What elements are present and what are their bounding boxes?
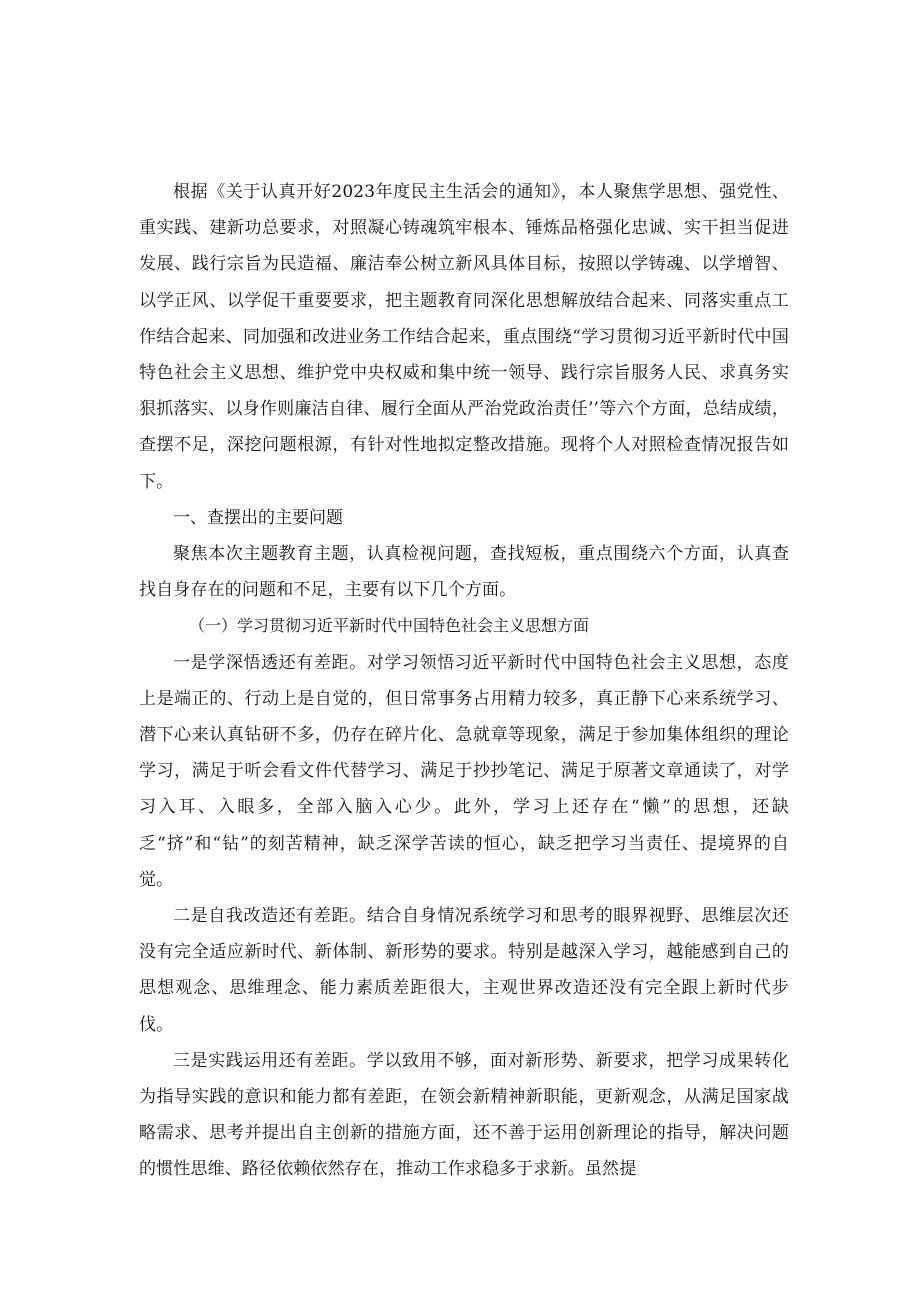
intro-paragraph: 根据《关于认真开好2023年度民主生活会的通知》，本人聚焦学思想、强党性、重实践、建新功总要求，对照凝心铸魂筑牢根本、锤炼品格强化忠诚、实干担当促进发展、践行宗旨为民造福、廉洁奉公树立新风具体目标，按照以学铸魂、以学增智、以学正风、以学促干重要要求，把主题教育同深化思想解放结合起来、同落实重点工作结合起来、同加强和改进业务工作结合起来，重点围绕“学习贯彻习近平新时代中国特色社会主义思想、维护党中央权威和集中统一领导、践行宗旨服务人民、求真务实狠抓落实、以身作则廉洁自律、履行全面从严治党政治责任’’等六个方面，总结成绩，查摆不足，深挖问题根源，有针对性地拟定整改措施。现将个人对照检查情况报告如下。	[139, 182, 789, 492]
point-one-paragraph: 一是学深悟透还有差距。对学习领悟习近平新时代中国特色社会主义思想，态度上是端正的、行动上是自觉的，但日常事务占用精力较多，真正静下心来系统学习、潜下心来认真钻研不多，仍存在碎片化、急就章等现象，满足于参加集体组织的理论学习，满足于听会看文件代替学习、满足于抄抄笔记、满足于原著文章通读了，对学习入耳、入眼多，全部入脑入心少。此外，学习上还存在“懒”的思想，还缺乏“挤”和“钻”的刻苦精神，缺乏深学苦读的恒心，缺乏把学习当责任、提境界的自觉。	[139, 652, 789, 890]
section-heading-problems: 一、查摆出的主要问题	[173, 507, 343, 528]
point-two-paragraph: 二是自我改造还有差距。结合自身情况系统学习和思考的眼界视野、思维层次还没有完全适应新时代、新体制、新形势的要求。特别是越深入学习，越能感到自己的思想观念、思维理念、能力素质差距很大，主观世界改造还没有完全跟上新时代步伐。	[139, 906, 789, 1035]
point-three-paragraph: 三是实践运用还有差距。学以致用不够，面对新形势、新要求，把学习成果转化为指导实践的意识和能力都有差距，在领会新精神新职能，更新观念，从满足国家战略需求、思考并提出自主创新的措施方面，还不善于运用创新理论的指导，解决问题的惯性思维、路径依赖依然存在，推动工作求稳多于求新。虽然提	[139, 1050, 789, 1180]
section-intro-paragraph: 聚焦本次主题教育主题，认真检视问题，查找短板，重点围绕六个方面，认真查找自身存在的问题和不足，主要有以下几个方面。	[139, 544, 789, 601]
subsection-heading-study-thought: （一）学习贯彻习近平新时代中国特色社会主义思想方面	[189, 616, 590, 636]
document-body	[139, 174, 789, 1188]
